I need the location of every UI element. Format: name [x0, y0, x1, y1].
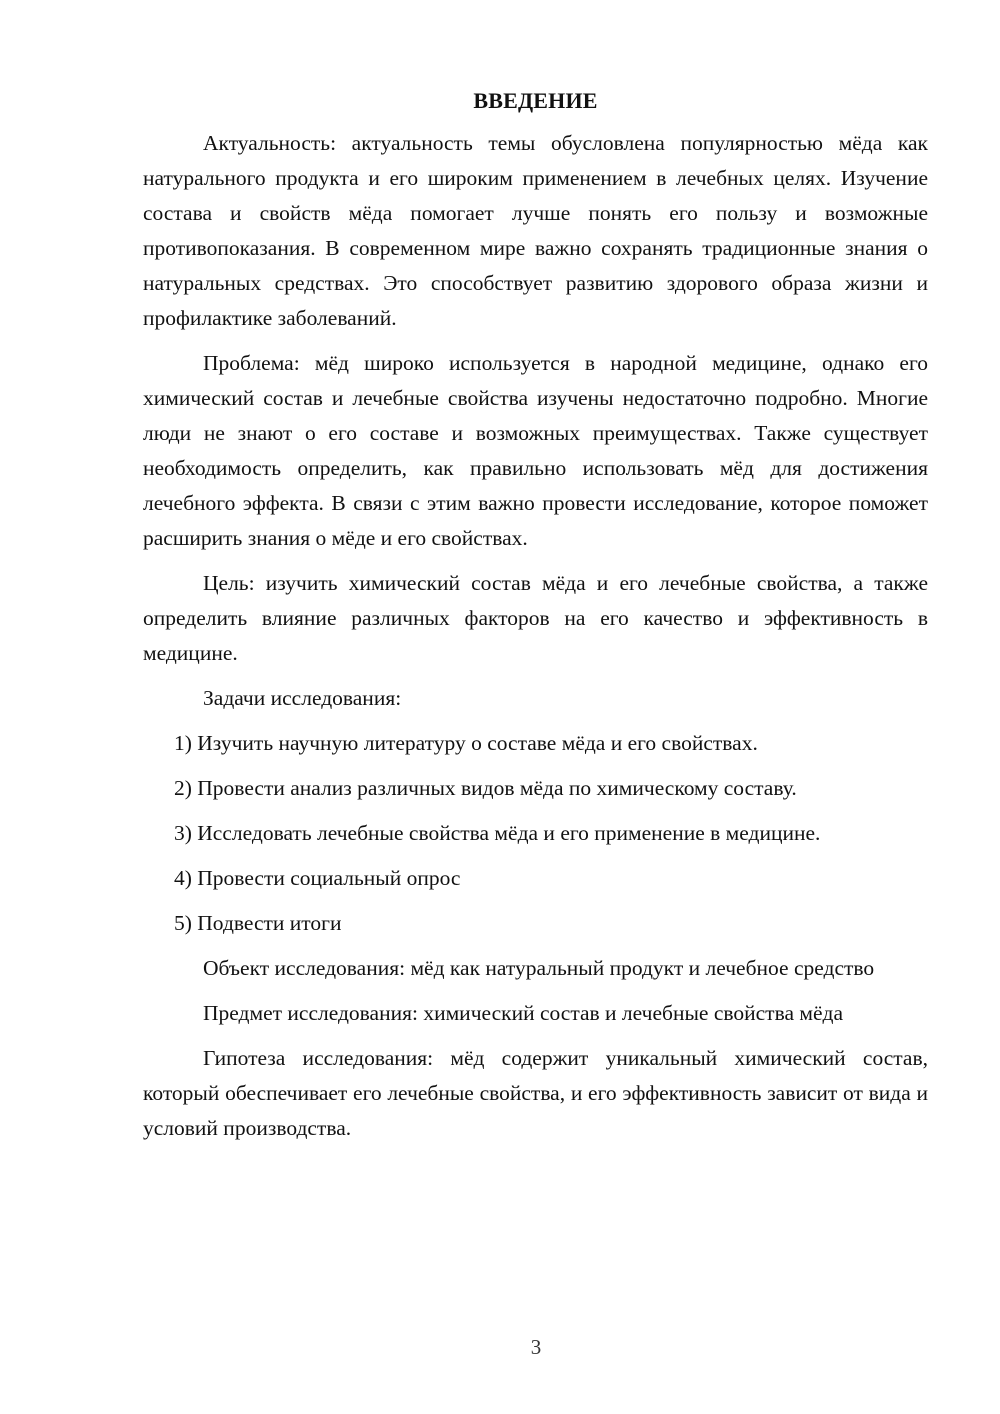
list-item: 2) Провести анализ различных видов мёда по химическому составу.: [174, 776, 797, 800]
list-item: 5) Подвести итоги: [174, 911, 342, 935]
list-item: 4) Провести социальный опрос: [174, 866, 461, 890]
problem-paragraph: Проблема: мёд широко используется в народной медицине, однако его химический состав и лечебные свойства изучены недостаточно подробно. Многие люди не знают о его составе и возможных преимуществах. Также существует необходимость определить, как правильно использовать мёд для достижения лечебного эффекта. В связи с этим важно провести исследование, которое поможет расширить знания о мёде и его свойствах.: [143, 351, 928, 550]
list-item: 1) Изучить научную литературу о составе мёда и его свойствах.: [174, 731, 758, 755]
goal-paragraph: Цель: изучить химический состав мёда и его лечебные свойства, а также определить влияние различных факторов на его качество и эффективность в медицине.: [143, 571, 928, 665]
hypothesis-paragraph: Гипотеза исследования: мёд содержит уникальный химический состав, который обеспечивает его лечебные свойства, и его эффективность зависит от вида и условий производства.: [143, 1046, 928, 1140]
object-paragraph: Объект исследования: мёд как натуральный продукт и лечебное средство: [203, 956, 875, 980]
list-item: 3) Исследовать лечебные свойства мёда и его применение в медицине.: [174, 821, 821, 845]
tasks-heading: Задачи исследования:: [203, 686, 402, 710]
subject-paragraph: Предмет исследования: химический состав и лечебные свойства мёда: [203, 1001, 843, 1025]
tasks-list: [143, 726, 928, 941]
document-page: [143, 90, 928, 1156]
section-title: ВВЕДЕНИЕ: [473, 88, 598, 113]
relevance-paragraph: Актуальность: актуальность темы обусловлена популярностью мёда как натурального продукта и его широким применением в лечебных целях. Изучение состава и свойств мёда помогает лучше понять его пользу и возможные противопоказания. В современном мире важно сохранять традиционные знания о натуральных средствах. Это способствует развитию здорового образа жизни и профилактике заболеваний.: [143, 131, 928, 330]
page-number: 3: [530, 1335, 542, 1359]
